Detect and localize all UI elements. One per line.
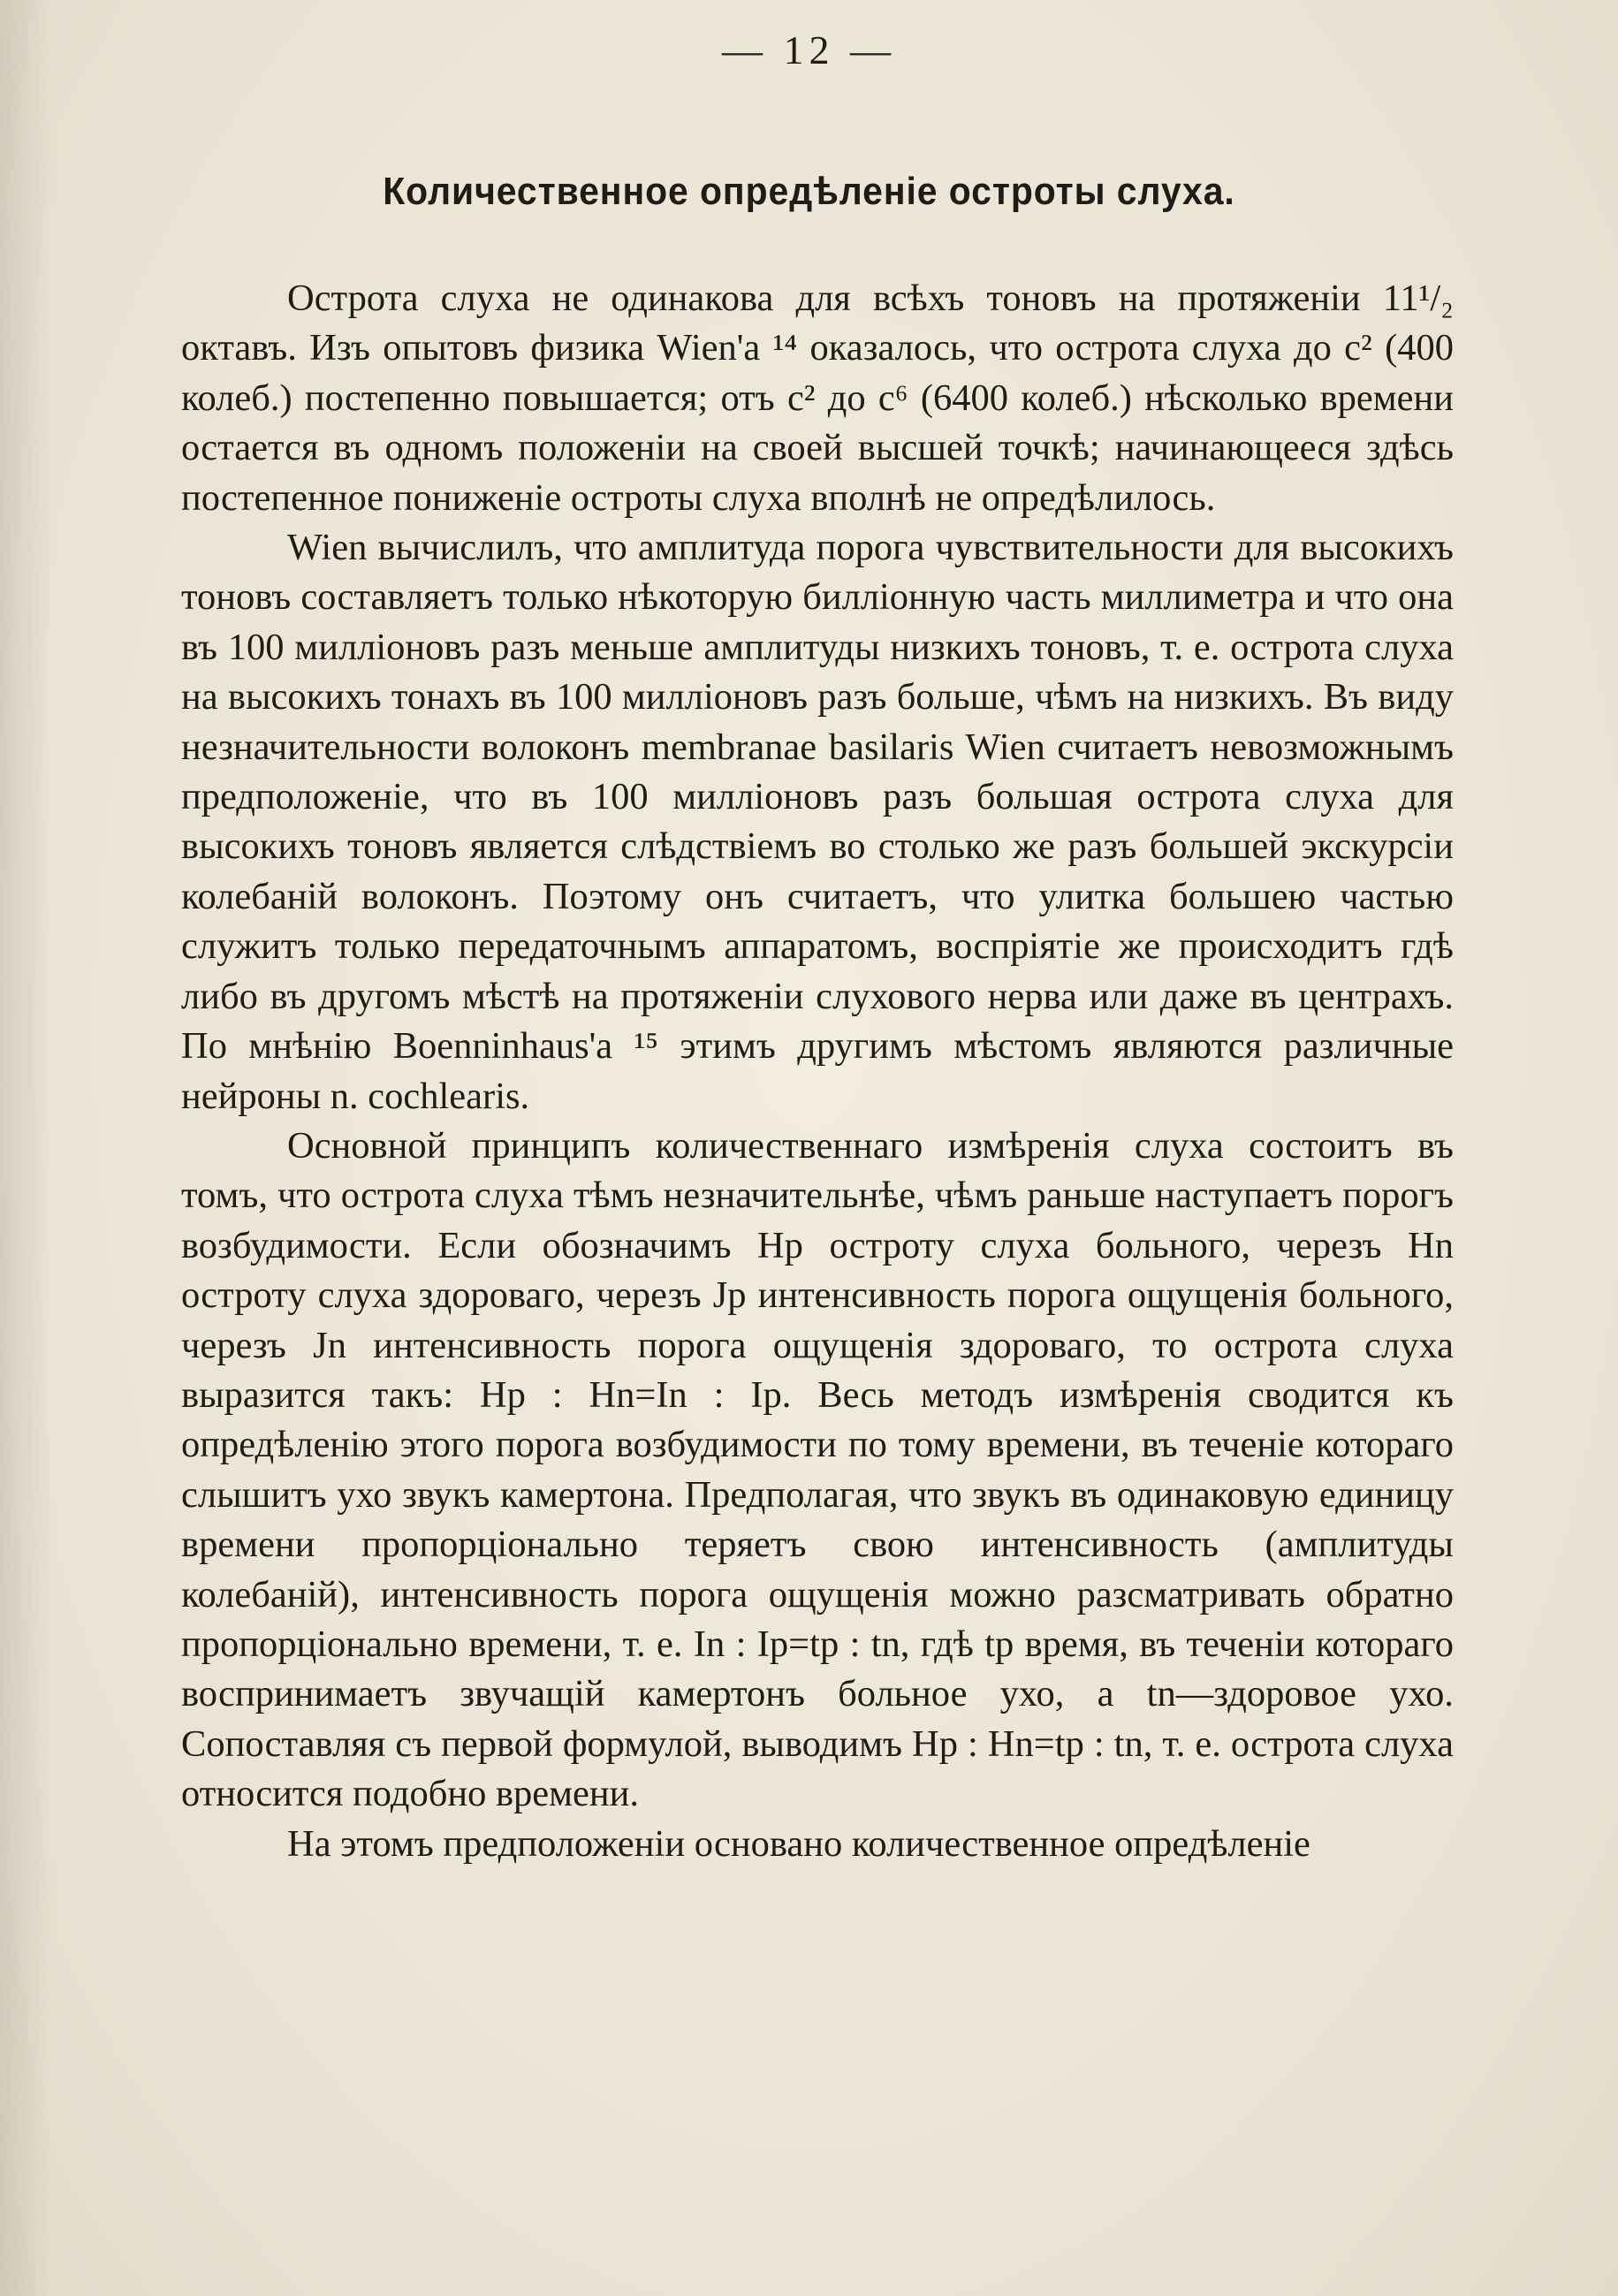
page-edge-shadow bbox=[0, 0, 53, 2296]
paragraph: На этомъ предположеніи основано количественное опредѣленіе bbox=[287, 1822, 1310, 1865]
section-title: Количественное опредѣленіе остроты слуха. bbox=[383, 170, 1235, 213]
paragraph: Основной принципъ количественнаго измѣренія слуха состоитъ въ томъ, что острота слуха тѣмъ незначительнѣе, чѣмъ раньше наступаетъ порогъ возбудимости. Если обозначимъ Hp остроту слуха больного, черезъ Hn остроту слуха здороваго, черезъ Jp интенсивность порога ощущенія больного, черезъ Jn интенсивность порога ощущенія здороваго, то острота слуха выразится такъ: Hp : Hn=In : Ip. Весь методъ измѣренія сводится къ опредѣленію этого порога возбудимости по тому времени, въ теченіе котораго слышитъ ухо звукъ камертона. Предполагая, что звукъ въ одинаковую единицу времени пропорціонально теряетъ свою интенсивность (амплитуды колебаній), интенсивность порога ощущенія можно разсматривать обратно пропорціонально времени, т. е. In : Ip=tp : tn, гдѣ tp время, въ теченіи котораго воспринимаетъ звучащій камертонъ больное ухо, а tn—здоровое ухо. Сопоставляя съ первой формулой, выводимъ Hp : Hn=tp : tn, т. е. острота слуха относится подобно времени. bbox=[181, 1124, 1454, 1815]
paragraph: Острота слуха не одинакова для всѣхъ тоновъ на протяженіи 11¹/₂ октавъ. Изъ опытовъ физика Wien'а ¹⁴ оказалось, что острота слуха до c² (400 колеб.) постепенно повышается; отъ c² до c⁶ (6400 колеб.) нѣсколько времени остается въ одномъ положеніи на своей высшей точкѣ; начинающееся здѣсь постепенное пониженіе остроты слуха вполнѣ не опредѣлилось. bbox=[181, 277, 1454, 519]
page-number: — 12 — bbox=[722, 27, 896, 72]
body-text bbox=[181, 274, 1454, 1869]
paragraph: Wien вычислилъ, что амплитуда порога чувствительности для высокихъ тоновъ составляетъ только нѣкоторую билліонную часть миллиметра и что она въ 100 милліоновъ разъ меньше амплитуды низкихъ тоновъ, т. е. острота слуха на высокихъ тонахъ въ 100 милліоновъ разъ больше, чѣмъ на низкихъ. Въ виду незначительности волоконъ membranae basilaris Wien считаетъ невозможнымъ предположеніе, что въ 100 милліоновъ разъ большая острота слуха для высокихъ тоновъ является слѣдствіемъ во столько же разъ большей экскурсіи колебаній волоконъ. Поэтому онъ считаетъ, что улитка большею частью служитъ только передаточнымъ аппаратомъ, воспріятіе же происходитъ гдѣ либо въ другомъ мѣстѣ на протяженіи слухового нерва или даже въ центрахъ. По мнѣнію Boenninhaus'а ¹⁵ этимъ другимъ мѣстомъ являются различные нейроны n. cochlearis. bbox=[181, 527, 1454, 1117]
